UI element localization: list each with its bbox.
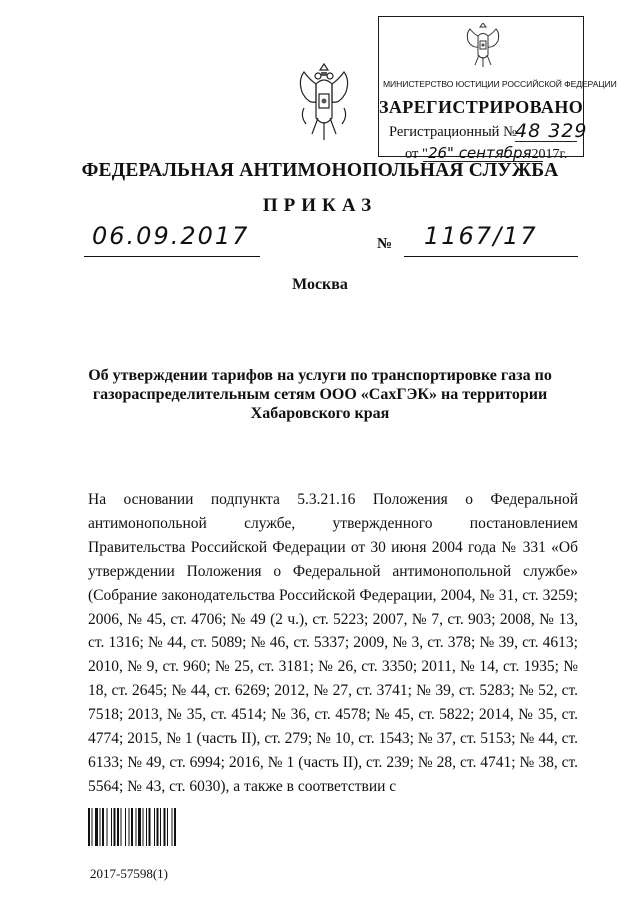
registration-stamp — [378, 16, 617, 162]
subject-line: газораспределительным сетям ООО «СахГЭК» на территории — [92, 386, 548, 403]
order-subject — [80, 366, 560, 423]
order-number: 1167/17 — [424, 222, 538, 250]
subject-line: Об утверждении тарифов на услуги по транспортировке газа по — [88, 367, 552, 384]
from-label: от " — [405, 146, 428, 162]
registration-number-underline — [515, 141, 577, 142]
order-date: 06.09.2017 — [92, 222, 250, 250]
number-sign: № — [377, 236, 393, 252]
order-date-underline — [84, 256, 260, 257]
registration-number: 48 329 — [515, 120, 588, 142]
ministry-name: МИНИСТЕРСТВО ЮСТИЦИИ РОССИЙСКОЙ ФЕДЕРАЦИИ — [383, 79, 617, 89]
body-paragraph — [88, 488, 578, 799]
order-number-underline — [404, 256, 578, 257]
body-paragraph-text: На основании подпункта 5.3.21.16 Положения о Федеральной антимонопольной службе, утвержденного постановлением Правительства Российской Федерации от 30 июня 2004 года № 331 «Об утверждении Положения о Федеральной антимонопольной службе» (Собрание законодательства Российской Федерации, 2004, № 31, ст. 3259; 2006, № 45, ст. 4706; № 49 (2 ч.), ст. 5223; 2007, № 7, ст. 903; 2008, № 13, ст. 1316; № 44, ст. 5089; № 46, ст. 5337; 2009, № 3, ст. 378; № 39, ст. 4613; 2010, № 9, ст. 960; № 25, ст. 3181; № 26, ст. 3350; 2011, № 14, ст. 1935; № 18, ст. 2645; № 44, ст. 6269; 2012, № 27, ст. 3741; № 39, ст. 5283; № 52, ст. 7518; 2013, № 35, ст. 4514; № 36, ст. 4578; № 45, ст. 5822; 2014, № 35, ст. 4774; 2015, № 1 (часть II), ст. 279; № 10, ст. 1543; № 37, ст. 5153; № 44, ст. 6133; № 49, ст. 6994; 2016, № 1 (часть II), ст. 239; № 28, ст. 4741; № 38, ст. 5564; № 43, ст. 6030), а также в соответствии с — [88, 491, 578, 795]
registration-year: 2017г. — [531, 147, 568, 162]
city: Москва — [292, 276, 348, 293]
registered-label: ЗАРЕГИСТРИРОВАНО — [379, 97, 584, 117]
registration-date: 26" сентября — [427, 144, 532, 162]
coat-of-arms-icon — [294, 62, 354, 144]
coat-of-arms-icon — [463, 23, 503, 67]
subject-line: Хабаровского края — [250, 405, 390, 422]
registration-number-label: Регистрационный № — [389, 124, 517, 140]
order-title: ПРИКАЗ — [262, 195, 378, 216]
barcode-icon — [88, 808, 222, 846]
agency-title: ФЕДЕРАЛЬНАЯ АНТИМОНОПОЛЬНАЯ СЛУЖБА — [81, 160, 559, 181]
document-id: 2017-57598(1) — [90, 866, 168, 881]
